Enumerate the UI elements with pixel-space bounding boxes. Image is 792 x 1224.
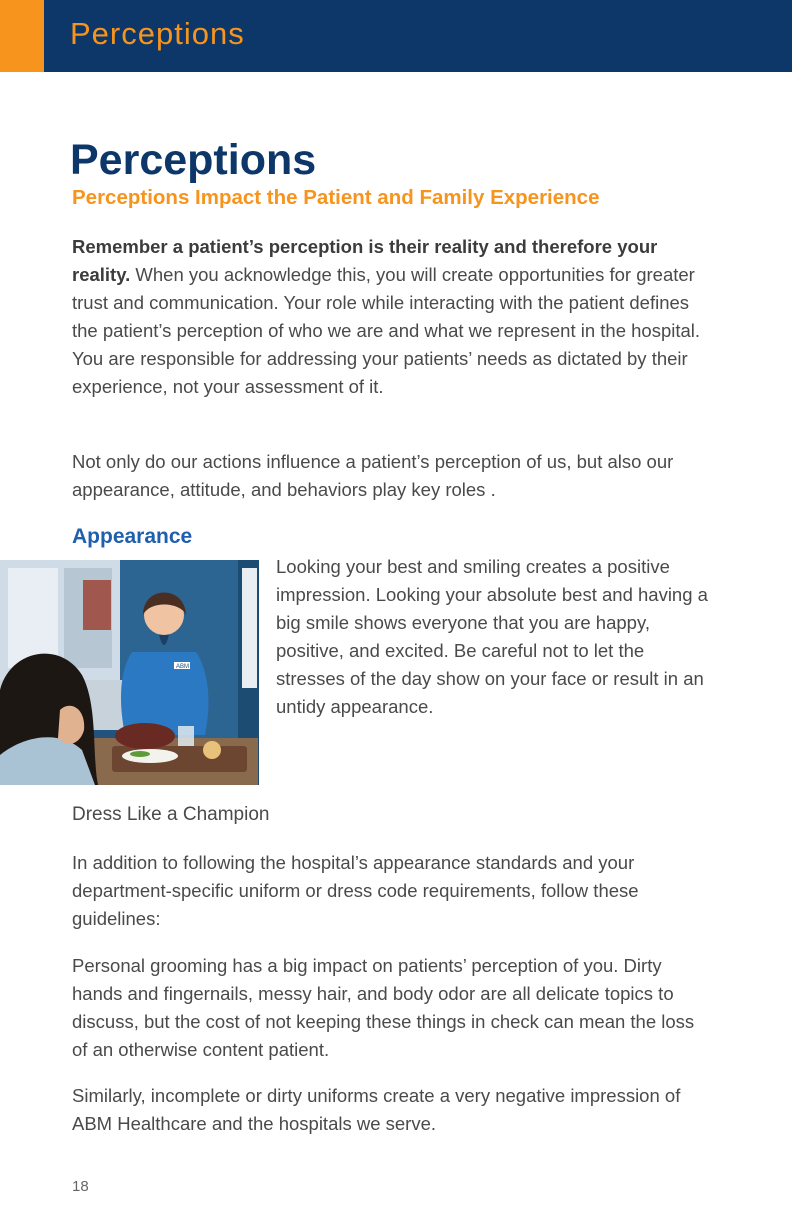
food-service-photo xyxy=(0,560,259,785)
page-title: Perceptions xyxy=(70,136,317,184)
header-banner xyxy=(0,0,792,72)
influence-paragraph: Not only do our actions influence a patient’s perception of us, but also our appearance, attitude, and behaviors play key roles . xyxy=(72,451,674,500)
page-subtitle: Perceptions Impact the Patient and Family Experience xyxy=(72,186,600,209)
appearance-paragraph: Looking your best and smiling creates a positive impression. Looking your absolute best and having a big smile shows everyone that you are happy, positive, and excited. Be careful not to let the stresses of the day show on your face or result in an untidy appearance. xyxy=(276,556,708,717)
intro-bold-lead: Remember a patient’s perception is their reality and therefore your reality. xyxy=(72,236,658,285)
appearance-heading: Appearance xyxy=(72,525,193,548)
header-accent-bar xyxy=(0,0,44,72)
dress-paragraph-guidelines: In addition to following the hospital’s appearance standards and your department-specific uniform or dress code requirements, follow these guidelines: xyxy=(72,852,639,929)
dress-heading: Dress Like a Champion xyxy=(72,804,270,825)
page-number: 18 xyxy=(72,1178,89,1195)
intro-paragraph xyxy=(72,233,712,401)
abm-logo-text: ABM xyxy=(176,664,190,670)
header-section-title: Perceptions xyxy=(70,16,245,51)
intro-text: When you acknowledge this, you will create opportunities for greater trust and communication. Your role while interacting with the patient defines the patient’s perception of who we are and what we represent in the hospital. You are responsible for addressing your patients’ needs as dictated by their experience, not your assessment of it. xyxy=(72,264,701,397)
dress-paragraph-grooming: Personal grooming has a big impact on patients’ perception of you. Dirty hands and fingernails, messy hair, and body odor are all delicate topics to discuss, but the cost of not keeping these things in check can mean the loss of an otherwise content patient. xyxy=(72,955,695,1060)
dress-paragraph-uniforms: Similarly, incomplete or dirty uniforms create a very negative impression of ABM Healthcare and the hospitals we serve. xyxy=(72,1085,681,1134)
